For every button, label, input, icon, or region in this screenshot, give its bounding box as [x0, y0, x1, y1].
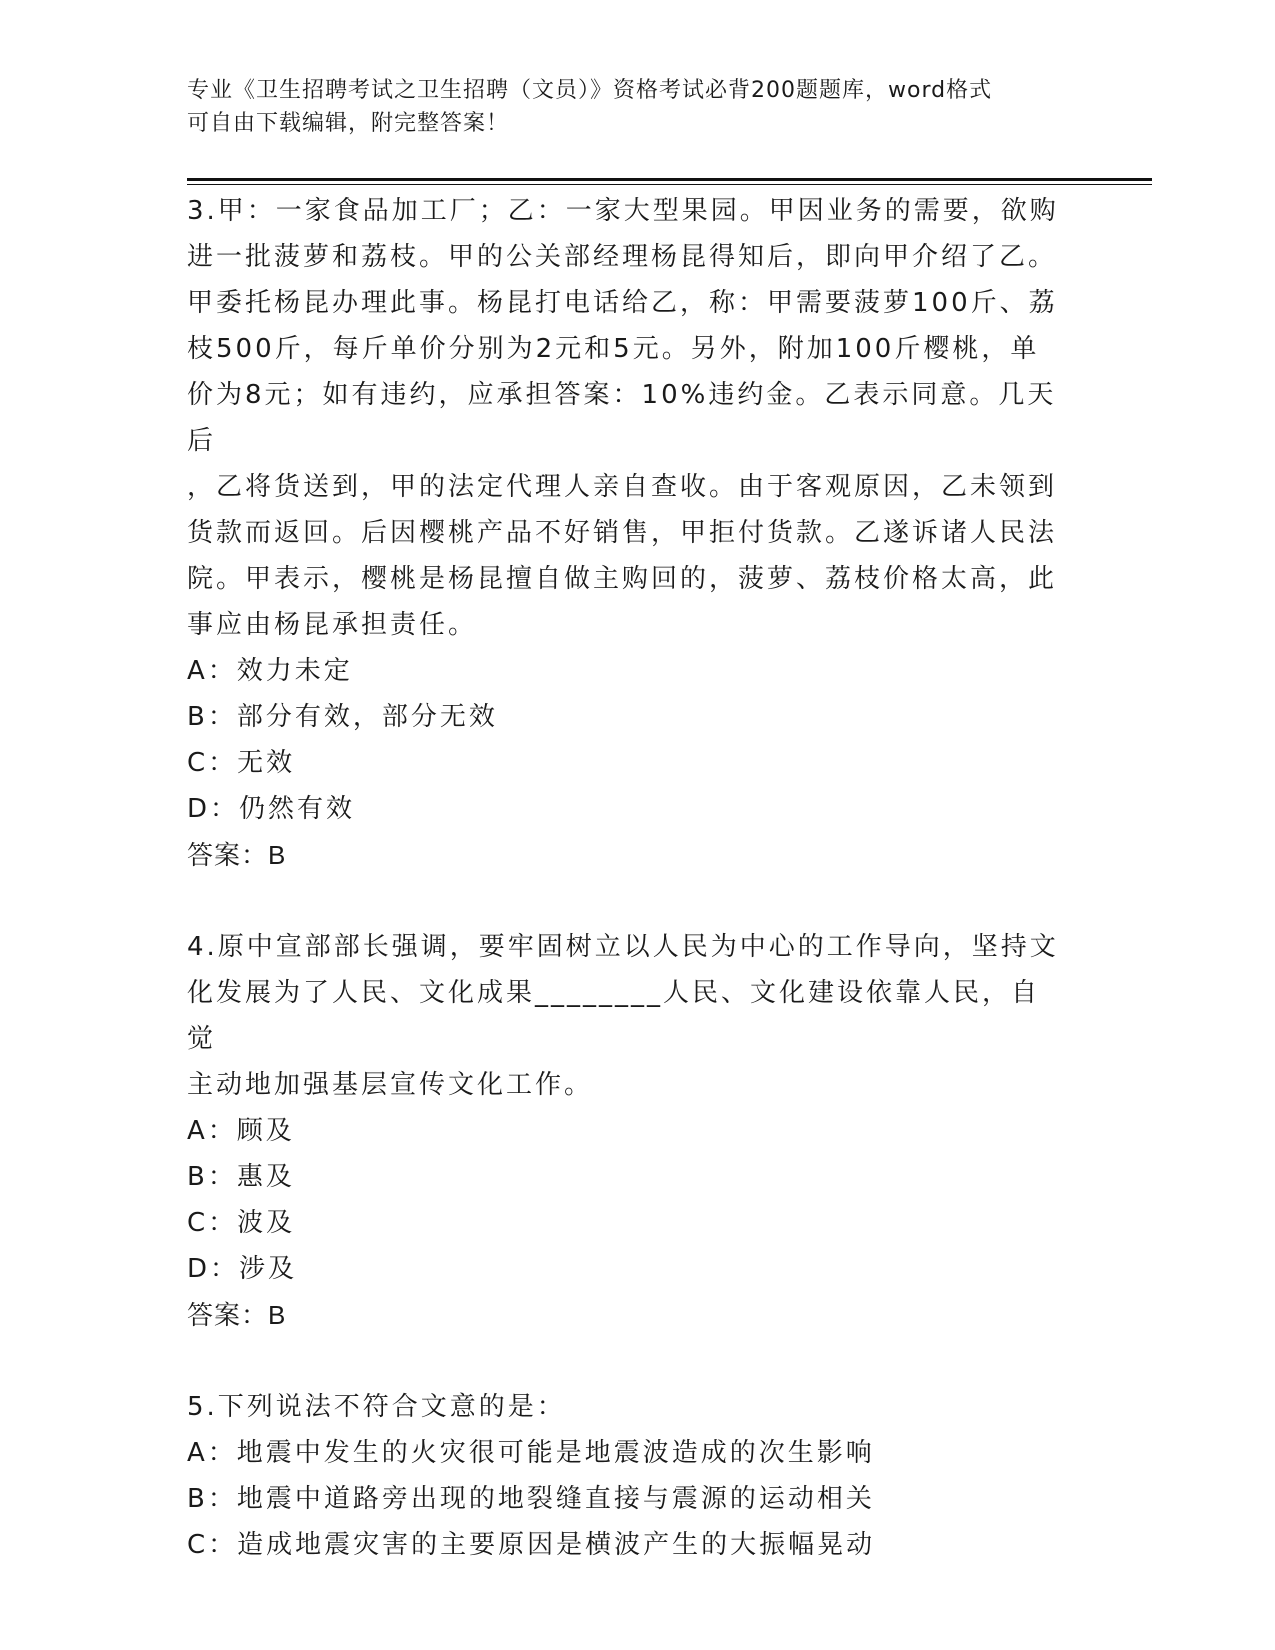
question-block — [187, 924, 1067, 1338]
question-stem-line: ，乙将货送到，甲的法定代理人亲自查收。由于客观原因，乙未领到 — [187, 472, 1058, 502]
header-rule-thick — [187, 178, 1152, 181]
question-stem-line: 进一批菠萝和荔枝。甲的公关部经理杨昆得知后，即向甲介绍了乙。 — [187, 242, 1058, 272]
question-stem-line: 4.原中宣部部长强调，要牢固树立以人民为中心的工作导向，坚持文 — [187, 932, 1059, 962]
question-stem-line: 甲委托杨昆办理此事。杨昆打电话给乙，称：甲需要菠萝100斤、荔 — [187, 288, 1058, 318]
option-a: A：顾及 — [187, 1116, 295, 1146]
option-d: D：涉及 — [187, 1254, 298, 1284]
option-c: C：无效 — [187, 748, 296, 778]
option-b: B：惠及 — [187, 1162, 295, 1192]
option-b: B：地震中道路旁出现的地裂缝直接与震源的运动相关 — [187, 1484, 875, 1514]
question-stem-line: 货款而返回。后因樱桃产品不好销售，甲拒付货款。乙遂诉诸人民法 — [187, 518, 1058, 548]
option-d: D：仍然有效 — [187, 794, 356, 824]
option-a: A：效力未定 — [187, 656, 353, 686]
question-stem-line: 价为8元；如有违约，应承担答案：10%违约金。乙表示同意。几天后 — [187, 380, 1057, 456]
header-line-2: 可自由下载编辑，附完整答案！ — [187, 111, 510, 136]
spacer — [187, 1338, 1067, 1384]
question-block — [187, 1384, 1067, 1568]
option-c: C：造成地震灾害的主要原因是横波产生的大振幅晃动 — [187, 1530, 876, 1560]
question-stem-line: 枝500斤，每斤单价分别为2元和5元。另外，附加100斤樱桃，单 — [187, 334, 1040, 364]
question-stem-line: 主动地加强基层宣传文化工作。 — [187, 1070, 594, 1100]
question-stem-line: 院。甲表示，樱桃是杨昆擅自做主购回的，菠萝、荔枝价格太高，此 — [187, 564, 1058, 594]
document-header — [187, 74, 1087, 140]
option-c: C：波及 — [187, 1208, 296, 1238]
option-b: B：部分有效，部分无效 — [187, 702, 498, 732]
question-list — [187, 188, 1067, 1568]
question-stem-line: 化发展为了人民、文化成果________人民、文化建设依靠人民，自觉 — [187, 978, 1041, 1054]
question-stem-line: 5.下列说法不符合文意的是： — [187, 1392, 566, 1422]
option-a: A：地震中发生的火灾很可能是地震波造成的次生影响 — [187, 1438, 875, 1468]
header-line-1: 专业《卫生招聘考试之卫生招聘（文员）》资格考试必背200题题库，word格式 — [187, 78, 993, 103]
spacer — [187, 878, 1067, 924]
answer-line: 答案：B — [187, 840, 287, 870]
answer-line: 答案：B — [187, 1300, 287, 1330]
question-stem-line: 3.甲：一家食品加工厂；乙：一家大型果园。甲因业务的需要，欲购 — [187, 196, 1059, 226]
question-block — [187, 188, 1067, 878]
question-stem-line: 事应由杨昆承担责任。 — [187, 610, 478, 640]
header-rule-thin — [187, 184, 1152, 185]
